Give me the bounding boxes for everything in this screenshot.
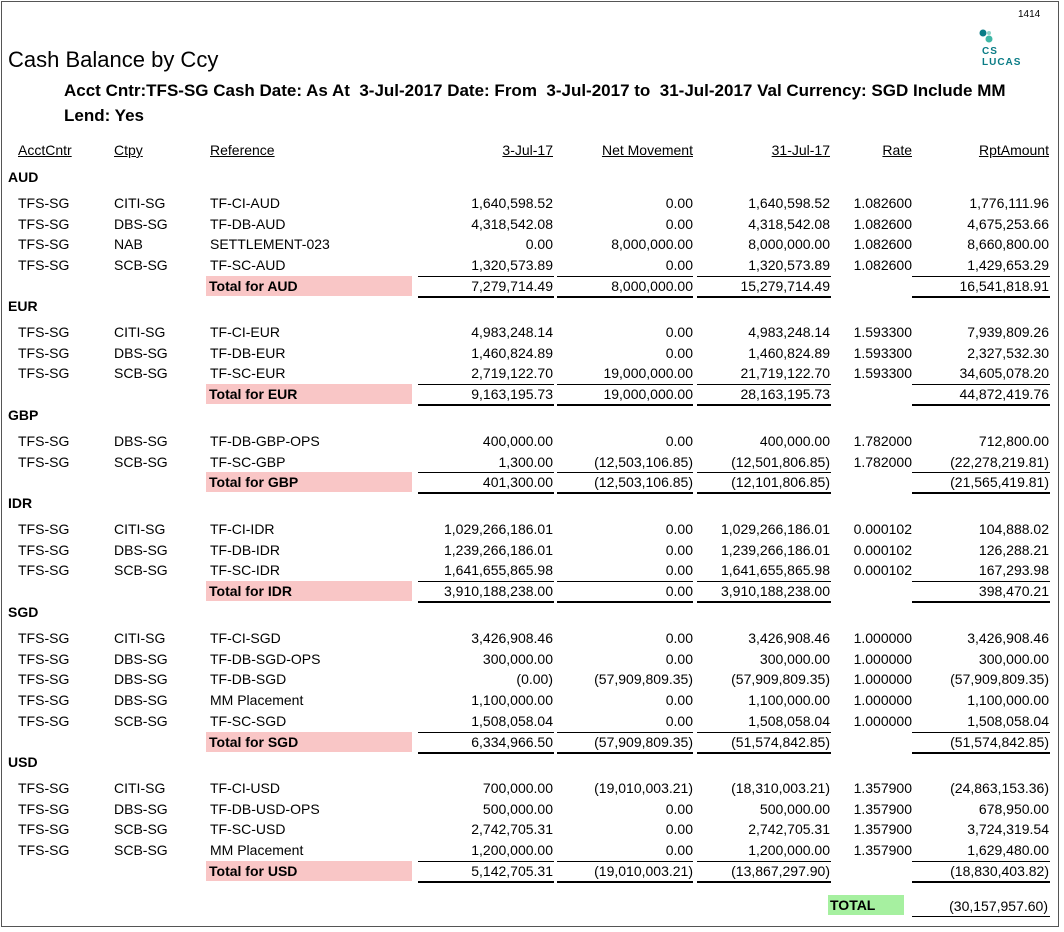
- total-net-movement: (12,503,106.85): [594, 474, 693, 491]
- cell-rate: 1.782000: [853, 433, 912, 449]
- cell-rptamount: 34,605,078.20: [959, 365, 1049, 382]
- cell-end-balance: 400,000.00: [759, 433, 830, 449]
- cell-reference: TF-SC-SGD: [210, 712, 287, 729]
- cell-net-movement: 8,000,000.00: [611, 236, 693, 253]
- total-rule-bottom: [912, 492, 1050, 494]
- cell-net-movement: 0.00: [665, 215, 693, 232]
- report-title: Cash Balance by Ccy: [8, 47, 219, 72]
- cell-net-movement: 0.00: [665, 324, 693, 340]
- cell-start-balance: 3,426,908.46: [471, 630, 553, 646]
- cell-acctcntr: TFS-SG: [18, 800, 70, 817]
- currency-group-header: SGD: [8, 604, 39, 620]
- cell-acctcntr: TFS-SG: [18, 541, 70, 558]
- cell-rptamount: 678,950.00: [978, 800, 1049, 817]
- total-start-balance: 9,163,195.73: [471, 386, 553, 403]
- total-rptamount: 398,470.21: [978, 583, 1049, 600]
- total-start-balance: 6,334,966.50: [471, 733, 553, 750]
- cell-net-movement: 0.00: [665, 541, 693, 558]
- cell-end-balance: 4,983,248.14: [748, 324, 830, 340]
- header-rptamount: RptAmount: [978, 142, 1049, 158]
- header-acctcntr: AcctCntr: [18, 142, 72, 158]
- total-rptamount: 16,541,818.91: [959, 277, 1049, 294]
- cell-acctcntr: TFS-SG: [18, 215, 70, 232]
- total-rule-bottom: [557, 601, 693, 603]
- cell-reference: TF-SC-USD: [210, 821, 286, 838]
- cell-reference: TF-CI-AUD: [210, 195, 280, 211]
- cell-acctcntr: TFS-SG: [18, 821, 70, 838]
- cell-reference: TF-CI-SGD: [210, 630, 281, 646]
- cell-rate: 1.000000: [853, 630, 912, 646]
- cell-rate: 1.082600: [853, 257, 912, 274]
- cell-reference: TF-SC-IDR: [210, 562, 280, 579]
- cell-rptamount: 104,888.02: [978, 521, 1049, 537]
- cell-reference: TF-DB-SGD-OPS: [210, 650, 321, 667]
- cell-start-balance: 2,719,122.70: [471, 365, 553, 382]
- grand-total-rule: [912, 916, 1050, 917]
- cell-rate: 0.000102: [853, 521, 912, 537]
- cell-ctpy: SCB-SG: [114, 842, 168, 859]
- currency-group-header: EUR: [8, 298, 38, 314]
- header-reference: Reference: [210, 142, 275, 158]
- total-end-balance: 15,279,714.49: [740, 277, 830, 294]
- cell-rptamount: 167,293.98: [978, 562, 1049, 579]
- cell-reference: TF-DB-SGD: [210, 671, 287, 688]
- cell-net-movement: 0.00: [665, 195, 693, 211]
- cell-start-balance: 300,000.00: [482, 650, 553, 667]
- cell-ctpy: DBS-SG: [114, 541, 168, 558]
- group-total-label: Total for USD: [206, 861, 412, 881]
- cell-end-balance: 1,029,266,186.01: [721, 521, 830, 537]
- total-end-balance: (12,101,806.85): [731, 474, 830, 491]
- total-start-balance: 7,279,714.49: [471, 277, 553, 294]
- cell-ctpy: SCB-SG: [114, 712, 168, 729]
- cell-end-balance: 3,426,908.46: [748, 630, 830, 646]
- cell-net-movement: 0.00: [665, 692, 693, 709]
- total-rule-bottom: [418, 881, 554, 883]
- cell-reference: TF-CI-USD: [210, 780, 280, 796]
- cell-end-balance: 8,000,000.00: [748, 236, 830, 253]
- cell-acctcntr: TFS-SG: [18, 521, 70, 537]
- cell-rptamount: 4,675,253.66: [967, 215, 1049, 232]
- cell-net-movement: 0.00: [665, 842, 693, 859]
- total-rule-bottom: [912, 752, 1050, 754]
- cell-ctpy: DBS-SG: [114, 800, 168, 817]
- cell-acctcntr: TFS-SG: [18, 630, 70, 646]
- total-net-movement: (57,909,809.35): [594, 733, 693, 750]
- cell-end-balance: (57,909,809.35): [731, 671, 830, 688]
- cell-start-balance: 2,742,705.31: [471, 821, 553, 838]
- cell-end-balance: 2,742,705.31: [748, 821, 830, 838]
- total-end-balance: (51,574,842.85): [731, 733, 830, 750]
- group-total-label: Total for SGD: [206, 732, 412, 752]
- cell-end-balance: 1,200,000.00: [748, 842, 830, 859]
- cell-start-balance: 1,640,598.52: [471, 195, 553, 211]
- header-rate: Rate: [882, 142, 912, 158]
- cell-rate: 1.357900: [853, 842, 912, 859]
- cell-reference: TF-DB-IDR: [210, 541, 280, 558]
- cell-rptamount: 1,776,111.96: [969, 195, 1049, 211]
- cell-acctcntr: TFS-SG: [18, 650, 70, 667]
- cell-acctcntr: TFS-SG: [18, 433, 70, 449]
- cell-ctpy: DBS-SG: [114, 650, 168, 667]
- cell-acctcntr: TFS-SG: [18, 780, 70, 796]
- cell-ctpy: DBS-SG: [114, 692, 168, 709]
- cell-rate: 1.782000: [853, 453, 912, 470]
- group-total-label: Total for IDR: [206, 581, 412, 601]
- cell-acctcntr: TFS-SG: [18, 562, 70, 579]
- cell-net-movement: 0.00: [665, 521, 693, 537]
- cell-rptamount: (22,278,219.81): [950, 453, 1049, 470]
- total-rule-bottom: [697, 601, 831, 603]
- cell-reference: TF-SC-EUR: [210, 365, 286, 382]
- logo-mark-icon: [978, 28, 994, 44]
- cell-rptamount: 3,426,908.46: [967, 630, 1049, 646]
- cell-rate: 0.000102: [853, 562, 912, 579]
- cell-rate: 1.000000: [853, 712, 912, 729]
- cell-reference: TF-DB-AUD: [210, 215, 286, 232]
- cell-end-balance: 21,719,122.70: [740, 365, 830, 382]
- cell-start-balance: 1,320,573.89: [471, 257, 553, 274]
- cell-rate: 1.082600: [853, 215, 912, 232]
- group-total-label: Total for AUD: [206, 276, 412, 296]
- total-rule-bottom: [418, 752, 554, 754]
- cell-start-balance: 1,239,266,186.01: [444, 541, 553, 558]
- cell-ctpy: DBS-SG: [114, 344, 168, 361]
- cell-reference: TF-CI-EUR: [210, 324, 280, 340]
- cell-rptamount: 7,939,809.26: [967, 324, 1049, 340]
- cell-ctpy: SCB-SG: [114, 257, 168, 274]
- total-start-balance: 401,300.00: [482, 474, 553, 491]
- cell-ctpy: CITI-SG: [114, 780, 166, 796]
- total-rule-bottom: [418, 296, 554, 298]
- cell-net-movement: 0.00: [665, 821, 693, 838]
- cell-rptamount: 1,429,653.29: [967, 257, 1049, 274]
- cell-net-movement: 0.00: [665, 630, 693, 646]
- cell-acctcntr: TFS-SG: [18, 257, 70, 274]
- total-rule-bottom: [697, 752, 831, 754]
- cell-start-balance: 1,029,266,186.01: [444, 521, 553, 537]
- cell-rptamount: 1,629,480.00: [967, 842, 1049, 859]
- cell-start-balance: 0.00: [525, 236, 553, 253]
- total-net-movement: (19,010,003.21): [594, 862, 693, 879]
- total-rule-bottom: [418, 404, 554, 406]
- cell-ctpy: NAB: [114, 236, 143, 253]
- total-end-balance: (13,867,297.90): [731, 862, 830, 879]
- cell-rate: 1.082600: [853, 236, 912, 253]
- cell-acctcntr: TFS-SG: [18, 671, 70, 688]
- cell-ctpy: SCB-SG: [114, 453, 168, 470]
- cell-start-balance: 4,318,542.08: [471, 215, 553, 232]
- cell-rptamount: 1,508,058.04: [967, 712, 1049, 729]
- total-net-movement: 0.00: [665, 583, 693, 600]
- cell-end-balance: 300,000.00: [759, 650, 830, 667]
- cell-acctcntr: TFS-SG: [18, 344, 70, 361]
- cell-net-movement: 0.00: [665, 712, 693, 729]
- cell-end-balance: 4,318,542.08: [748, 215, 830, 232]
- cell-rate: 1.593300: [853, 344, 912, 361]
- cell-start-balance: 500,000.00: [482, 800, 553, 817]
- cell-end-balance: (18,310,003.21): [731, 780, 830, 796]
- total-rule-bottom: [557, 404, 693, 406]
- total-net-movement: 19,000,000.00: [603, 386, 693, 403]
- cell-reference: TF-SC-AUD: [210, 257, 286, 274]
- cell-ctpy: SCB-SG: [114, 821, 168, 838]
- cell-acctcntr: TFS-SG: [18, 712, 70, 729]
- total-rptamount: 44,872,419.76: [959, 386, 1049, 403]
- total-rule-bottom: [557, 881, 693, 883]
- total-rule-bottom: [912, 404, 1050, 406]
- cell-rate: 1.000000: [853, 671, 912, 688]
- cell-acctcntr: TFS-SG: [18, 692, 70, 709]
- total-rule-bottom: [697, 492, 831, 494]
- group-total-label: Total for GBP: [206, 472, 412, 492]
- total-rule-bottom: [557, 752, 693, 754]
- header-date-start: 3-Jul-17: [502, 142, 553, 158]
- cell-start-balance: 1,460,824.89: [471, 344, 553, 361]
- cell-end-balance: 1,641,655,865.98: [721, 562, 830, 579]
- cell-ctpy: DBS-SG: [114, 671, 168, 688]
- cell-net-movement: 0.00: [665, 344, 693, 361]
- cell-rate: 1.593300: [853, 324, 912, 340]
- cell-acctcntr: TFS-SG: [18, 365, 70, 382]
- report-parameters: Acct Cntr:TFS-SG Cash Date: As At 3-Jul-2017 Date: From 3-Jul-2017 to 31-Jul-2017 Val Currency: SGD Include MM Lend: Yes: [64, 81, 1011, 125]
- cell-reference: TF-DB-USD-OPS: [210, 800, 320, 817]
- cell-rate: 1.593300: [853, 365, 912, 382]
- cell-net-movement: 0.00: [665, 650, 693, 667]
- cell-reference: MM Placement: [210, 692, 304, 709]
- cell-reference: MM Placement: [210, 842, 304, 859]
- cell-start-balance: 1,508,058.04: [471, 712, 553, 729]
- cell-reference: TF-SC-GBP: [210, 453, 286, 470]
- total-rptamount: (51,574,842.85): [950, 733, 1049, 750]
- cell-reference: TF-CI-IDR: [210, 521, 275, 537]
- cell-start-balance: (0.00): [516, 671, 553, 688]
- cell-end-balance: 1,508,058.04: [748, 712, 830, 729]
- cell-reference: TF-DB-EUR: [210, 344, 286, 361]
- total-start-balance: 5,142,705.31: [471, 862, 553, 879]
- grand-total-label: TOTAL: [828, 895, 904, 915]
- total-rule-bottom: [912, 296, 1050, 298]
- cell-ctpy: DBS-SG: [114, 215, 168, 232]
- cell-start-balance: 1,300.00: [498, 453, 553, 470]
- currency-group-header: GBP: [8, 407, 39, 423]
- total-rule-bottom: [697, 404, 831, 406]
- cell-reference: TF-DB-GBP-OPS: [210, 433, 320, 449]
- cell-acctcntr: TFS-SG: [18, 842, 70, 859]
- cell-acctcntr: TFS-SG: [18, 195, 70, 211]
- cell-end-balance: (12,501,806.85): [731, 453, 830, 470]
- cell-rptamount: 1,100,000.00: [967, 692, 1049, 709]
- total-start-balance: 3,910,188,238.00: [444, 583, 553, 600]
- cell-rptamount: 300,000.00: [978, 650, 1049, 667]
- logo-text-line2: LUCAS: [982, 57, 1022, 68]
- cell-ctpy: CITI-SG: [114, 630, 166, 646]
- cell-end-balance: 1,460,824.89: [748, 344, 830, 361]
- total-end-balance: 3,910,188,238.00: [721, 583, 830, 600]
- currency-group-header: IDR: [8, 495, 33, 511]
- total-rule-bottom: [418, 601, 554, 603]
- cell-rate: 1.000000: [853, 692, 912, 709]
- cell-acctcntr: TFS-SG: [18, 324, 70, 340]
- cell-net-movement: 0.00: [665, 257, 693, 274]
- cell-net-movement: 0.00: [665, 800, 693, 817]
- total-rule-bottom: [697, 881, 831, 883]
- cell-end-balance: 1,640,598.52: [748, 195, 830, 211]
- cell-ctpy: SCB-SG: [114, 562, 168, 579]
- total-rule-bottom: [697, 296, 831, 298]
- grand-total-value: (30,157,957.60): [949, 898, 1048, 914]
- cell-rate: 1.082600: [853, 195, 912, 211]
- cell-net-movement: 19,000,000.00: [603, 365, 693, 382]
- cell-net-movement: 0.00: [665, 433, 693, 449]
- header-net-movement: Net Movement: [601, 142, 693, 158]
- cell-ctpy: SCB-SG: [114, 365, 168, 382]
- cell-net-movement: (19,010,003.21): [594, 780, 693, 796]
- cell-rate: 0.000102: [853, 541, 912, 558]
- cell-rptamount: 126,288.21: [978, 541, 1049, 558]
- total-rule-bottom: [557, 492, 693, 494]
- cell-reference: SETTLEMENT-023: [210, 236, 330, 253]
- total-net-movement: 8,000,000.00: [611, 277, 693, 294]
- group-total-label: Total for EUR: [206, 384, 412, 404]
- cell-rptamount: 2,327,532.30: [967, 344, 1049, 361]
- cell-ctpy: DBS-SG: [114, 433, 168, 449]
- cell-ctpy: CITI-SG: [114, 324, 166, 340]
- logo-text-line1: CS: [982, 46, 998, 57]
- total-end-balance: 28,163,195.73: [740, 386, 830, 403]
- cell-end-balance: 1,239,266,186.01: [721, 541, 830, 558]
- cell-rate: 1.000000: [853, 650, 912, 667]
- cell-start-balance: 1,200,000.00: [471, 842, 553, 859]
- cell-acctcntr: TFS-SG: [18, 453, 70, 470]
- cell-rptamount: 3,724,319.54: [967, 821, 1049, 838]
- cell-ctpy: CITI-SG: [114, 521, 166, 537]
- cell-start-balance: 400,000.00: [482, 433, 553, 449]
- cell-end-balance: 1,100,000.00: [748, 692, 830, 709]
- cell-rptamount: 712,800.00: [978, 433, 1049, 449]
- cell-end-balance: 500,000.00: [759, 800, 830, 817]
- currency-group-header: USD: [8, 754, 38, 770]
- total-rptamount: (18,830,403.82): [950, 862, 1049, 879]
- header-ctpy: Ctpy: [114, 142, 143, 158]
- cell-net-movement: (57,909,809.35): [594, 671, 693, 688]
- currency-group-header: AUD: [8, 169, 39, 185]
- total-rule-bottom: [557, 296, 693, 298]
- cell-end-balance: 1,320,573.89: [748, 257, 830, 274]
- cell-start-balance: 1,100,000.00: [471, 692, 553, 709]
- total-rule-bottom: [912, 881, 1050, 883]
- cell-net-movement: (12,503,106.85): [594, 453, 693, 470]
- cell-start-balance: 700,000.00: [482, 780, 553, 796]
- total-rule-bottom: [912, 601, 1050, 603]
- cell-acctcntr: TFS-SG: [18, 236, 70, 253]
- cell-start-balance: 1,641,655,865.98: [444, 562, 553, 579]
- cell-ctpy: CITI-SG: [114, 195, 166, 211]
- cell-rate: 1.357900: [853, 800, 912, 817]
- cell-rptamount: (24,863,153.36): [950, 780, 1049, 796]
- cell-rate: 1.357900: [853, 780, 912, 796]
- cell-rptamount: (57,909,809.35): [950, 671, 1049, 688]
- cell-rptamount: 8,660,800.00: [967, 236, 1049, 253]
- company-logo: [978, 28, 1040, 70]
- total-rule-bottom: [418, 492, 554, 494]
- page-number: 1414: [1018, 9, 1041, 20]
- header-date-end: 31-Jul-17: [771, 142, 830, 158]
- total-rptamount: (21,565,419.81): [950, 474, 1049, 491]
- cell-net-movement: 0.00: [665, 562, 693, 579]
- cell-rate: 1.357900: [853, 821, 912, 838]
- cell-start-balance: 4,983,248.14: [471, 324, 553, 340]
